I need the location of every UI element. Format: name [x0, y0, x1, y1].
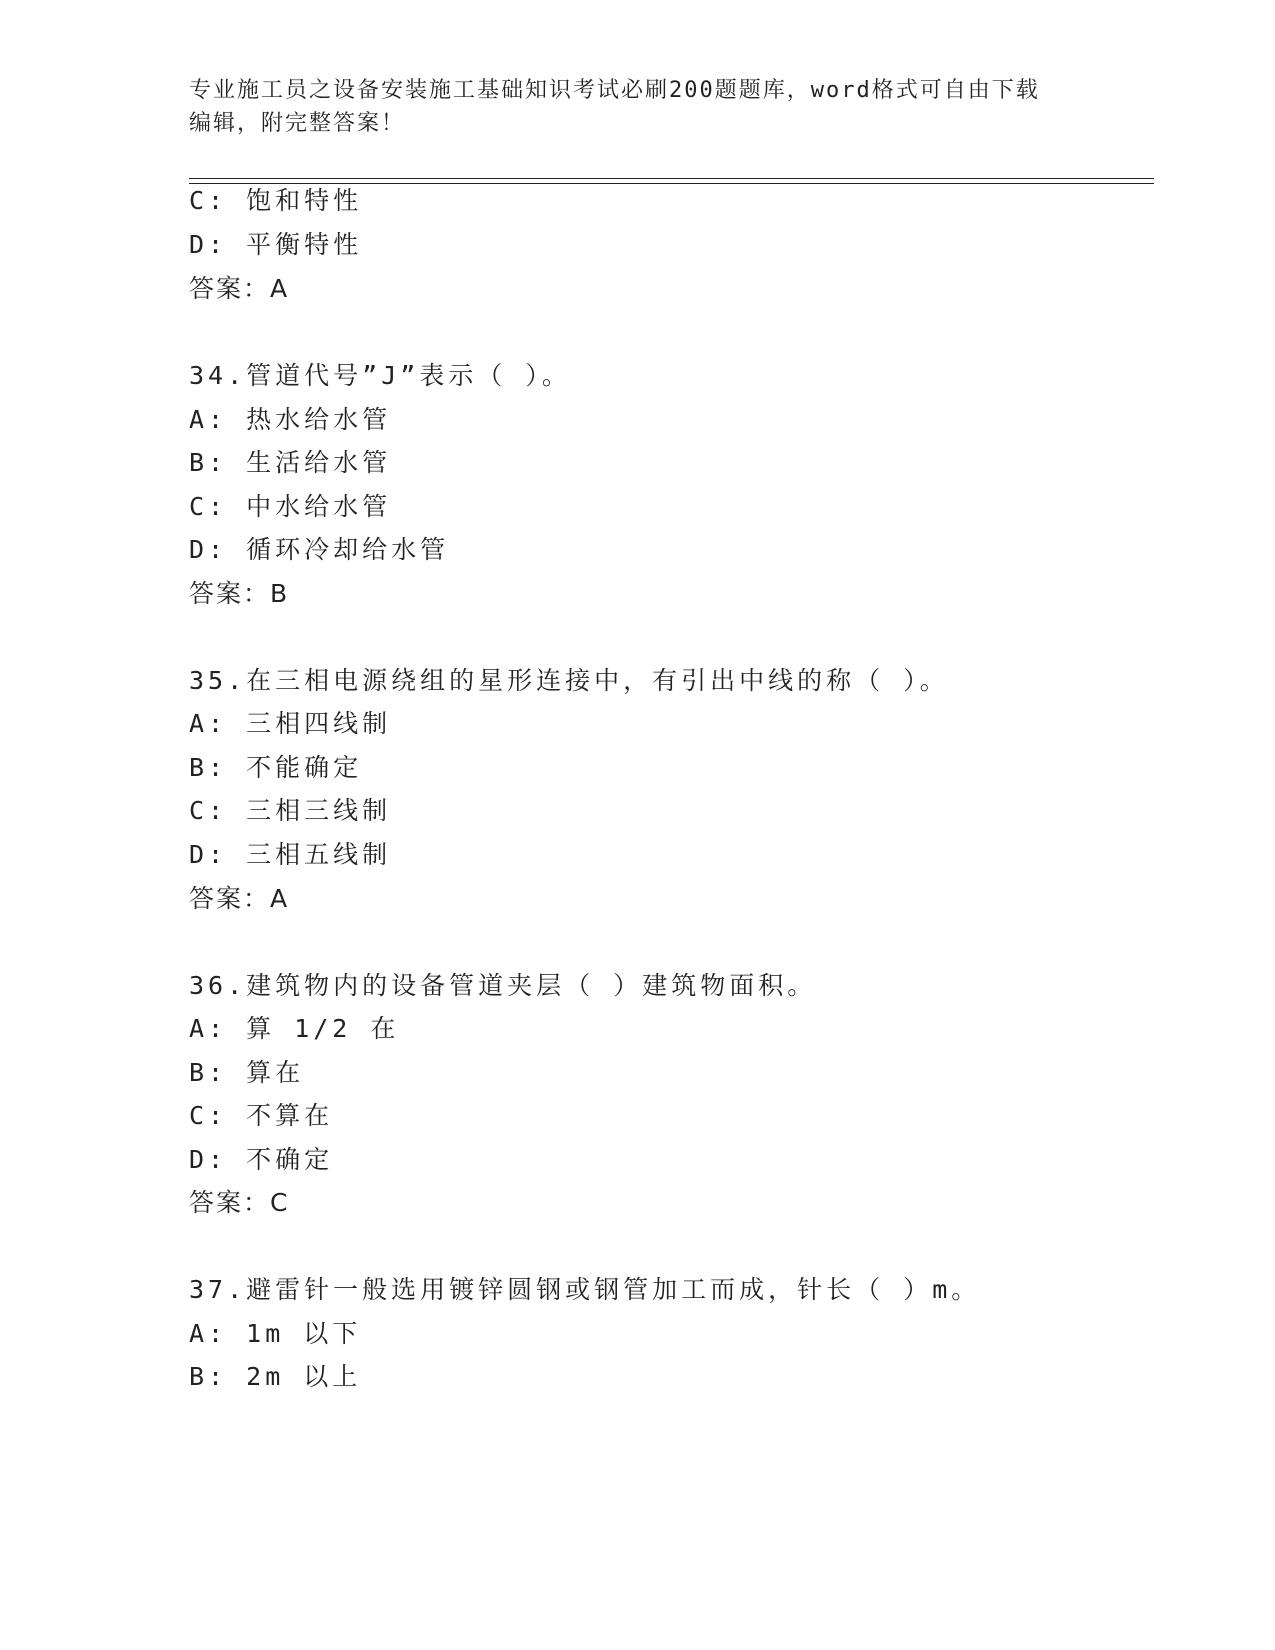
q33-option-c: C: 饱和特性 [189, 186, 363, 215]
q34-option-d: D: 循环冷却给水管 [189, 535, 450, 564]
q36-option-b: B: 算在 [189, 1058, 305, 1087]
q36-option-a: A: 算 1/2 在 [189, 1014, 400, 1043]
q33-option-d: D: 平衡特性 [189, 230, 363, 259]
q37-question: 37.避雷针一般选用镀锌圆钢或钢管加工而成，针长（ ）m。 [189, 1275, 981, 1304]
q36-option-d: D: 不确定 [189, 1145, 334, 1174]
q35-option-d: D: 三相五线制 [189, 840, 392, 869]
q34-option-b: B: 生活给水管 [189, 448, 392, 477]
q35-question: 35.在三相电源绕组的星形连接中，有引出中线的称（ ）。 [189, 666, 949, 695]
q34-option-c: C: 中水给水管 [189, 492, 392, 521]
header-title-line-2: 编辑，附完整答案！ [189, 111, 406, 136]
header-divider-bottom [189, 183, 1154, 184]
q33-answer: 答案：A [189, 274, 290, 303]
q35-option-a: A: 三相四线制 [189, 709, 392, 738]
q37-option-a: A: 1m 以下 [189, 1319, 362, 1348]
header-divider-top [189, 178, 1154, 179]
document-header [189, 74, 1089, 140]
q35-option-c: C: 三相三线制 [189, 796, 392, 825]
q35-answer: 答案：A [189, 884, 290, 913]
q35-option-b: B: 不能确定 [189, 753, 363, 782]
q34-question: 34.管道代号”J”表示（ ）。 [189, 361, 571, 390]
q34-answer: 答案：B [189, 579, 290, 608]
header-title-line-1: 专业施工员之设备安装施工基础知识考试必刷200题题库，word格式可自由下载 [189, 78, 1040, 103]
q36-option-c: C: 不算在 [189, 1101, 334, 1130]
q34-option-a: A: 热水给水管 [189, 405, 392, 434]
q37-option-b: B: 2m 以上 [189, 1362, 362, 1391]
q36-answer: 答案：C [189, 1188, 290, 1217]
q36-question: 36.建筑物内的设备管道夹层（ ）建筑物面积。 [189, 971, 817, 1000]
